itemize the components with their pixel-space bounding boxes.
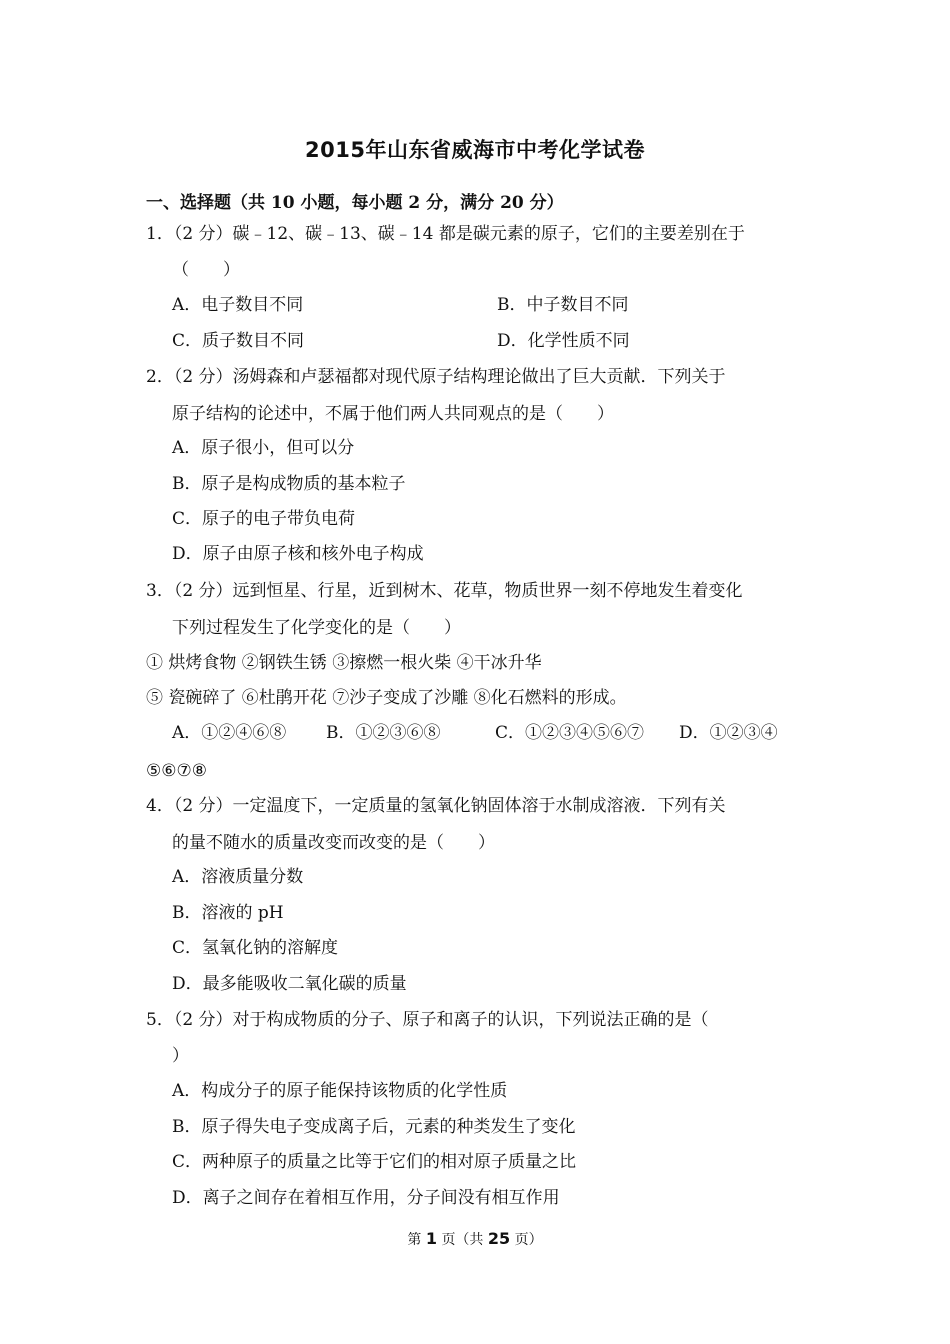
- q4-stem-line1: 4．（2 分）一定温度下，一定质量的氢氧化钠固体溶于水制成溶液．下列有关: [146, 796, 726, 816]
- footer-middle: 页（共: [441, 1232, 484, 1248]
- q2-stem-line2: 原子结构的论述中，不属于他们两人共同观点的是（ ）: [172, 404, 614, 424]
- q3-option-b: B．①②③⑥⑧: [326, 723, 441, 743]
- footer-prefix: 第: [407, 1232, 422, 1248]
- q1-stem-line2: （ ）: [172, 260, 240, 280]
- q1-option-a: A．电子数目不同: [172, 295, 304, 315]
- q3-option-a: A．①②④⑥⑧: [172, 723, 287, 743]
- q5-option-d: D．离子之间存在着相互作用，分子间没有相互作用: [172, 1188, 560, 1208]
- q5-stem-line1: 5．（2 分）对于构成物质的分子、原子和离子的认识，下列说法正确的是（: [146, 1010, 709, 1030]
- q3-items-line1: ① 烘烤食物 ②钢铁生锈 ③擦燃一根火柴 ④干冰升华: [146, 653, 542, 673]
- q1-option-b: B．中子数目不同: [497, 295, 629, 315]
- footer-total-pages: 25: [487, 1229, 511, 1248]
- q4-option-b: B．溶液的 pH: [172, 903, 284, 923]
- q3-stem-line2: 下列过程发生了化学变化的是（ ）: [172, 618, 461, 638]
- q2-option-b: B．原子是构成物质的基本粒子: [172, 474, 406, 494]
- q2-option-a: A．原子很小，但可以分: [172, 438, 355, 458]
- q2-stem-line1: 2．（2 分）汤姆森和卢瑟福都对现代原子结构理论做出了巨大贡献．下列关于: [146, 367, 726, 387]
- q3-stem-line1: 3．（2 分）远到恒星、行星，近到树木、花草，物质世界一刻不停地发生着变化: [146, 581, 743, 601]
- footer-suffix: 页）: [514, 1232, 543, 1248]
- q3-option-c: C．①②③④⑤⑥⑦: [495, 723, 645, 743]
- section-heading: 一、选择题（共 10 小题，每小题 2 分，满分 20 分）: [146, 193, 564, 213]
- footer-page-number: 1: [425, 1229, 437, 1248]
- q4-option-a: A．溶液质量分数: [172, 867, 304, 887]
- q5-option-a: A．构成分子的原子能保持该物质的化学性质: [172, 1081, 508, 1101]
- q3-option-d-continued: ⑤⑥⑦⑧: [146, 761, 207, 781]
- q1-option-c: C．质子数目不同: [172, 331, 305, 351]
- q5-option-c: C．两种原子的质量之比等于它们的相对原子质量之比: [172, 1152, 577, 1172]
- q3-option-d: D．①②③④: [679, 723, 778, 743]
- q3-items-line2: ⑤ 瓷碗碎了 ⑥杜鹃开花 ⑦沙子变成了沙雕 ⑧化石燃料的形成。: [146, 688, 627, 708]
- q1-option-d: D．化学性质不同: [497, 331, 630, 351]
- q5-option-b: B．原子得失电子变成离子后，元素的种类发生了变化: [172, 1117, 576, 1137]
- q2-option-d: D．原子由原子核和核外电子构成: [172, 544, 424, 564]
- q2-option-c: C．原子的电子带负电荷: [172, 509, 356, 529]
- q5-stem-line2: ）: [172, 1046, 189, 1066]
- q4-option-c: C．氢氧化钠的溶解度: [172, 938, 339, 958]
- page-footer: [0, 1229, 950, 1249]
- page-title: 2015年山东省威海市中考化学试卷: [305, 138, 645, 162]
- q4-stem-line2: 的量不随水的质量改变而改变的是（ ）: [172, 833, 495, 853]
- q4-option-d: D．最多能吸收二氧化碳的质量: [172, 974, 407, 994]
- q1-stem-line1: 1．（2 分）碳﹣12、碳﹣13、碳﹣14 都是碳元素的原子，它们的主要差别在于: [146, 224, 745, 244]
